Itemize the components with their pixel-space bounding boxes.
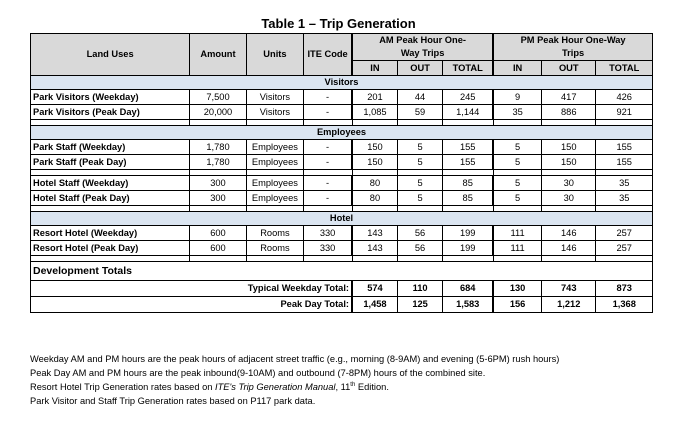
pm-out-cell: 417: [542, 90, 596, 105]
amount-cell: 600: [190, 226, 246, 241]
pm-in-cell: 35: [493, 105, 541, 120]
am-in-cell: 150: [352, 155, 397, 170]
table-row: [31, 140, 653, 155]
total-am-total: 684: [443, 281, 493, 297]
units-cell: Rooms: [246, 226, 303, 241]
amount-cell: 7,500: [190, 90, 246, 105]
amount-cell: 600: [190, 241, 246, 256]
table-row: [31, 155, 653, 170]
land-use-cell: Park Visitors (Weekday): [31, 90, 190, 105]
header-am-total: TOTAL: [443, 61, 493, 76]
am-total-cell: 245: [443, 90, 493, 105]
land-use-cell: Resort Hotel (Weekday): [31, 226, 190, 241]
units-cell: Visitors: [246, 90, 303, 105]
units-cell: Visitors: [246, 105, 303, 120]
table-notes: [30, 352, 559, 408]
am-out-cell: 44: [397, 90, 442, 105]
am-total-cell: 85: [443, 191, 493, 206]
table-row: [31, 105, 653, 120]
note-weekday: Weekday AM and PM hours are the peak hours of adjacent street traffic (e.g., morning (8-9AM) and evening (5-6PM) rush hours): [30, 354, 560, 364]
am-in-cell: 80: [352, 176, 397, 191]
ite-code-cell: -: [304, 155, 352, 170]
table-row: [31, 191, 653, 206]
am-in-cell: 1,085: [352, 105, 397, 120]
amount-cell: 1,780: [190, 155, 246, 170]
am-out-cell: 56: [397, 226, 442, 241]
pm-in-cell: 5: [493, 155, 541, 170]
total-am-in: 574: [352, 281, 397, 297]
total-pm-total: 1,368: [596, 297, 653, 313]
am-in-cell: 201: [352, 90, 397, 105]
total-am-out: 110: [397, 281, 442, 297]
ite-code-cell: -: [304, 191, 352, 206]
pm-out-cell: 150: [542, 155, 596, 170]
land-use-cell: Hotel Staff (Weekday): [31, 176, 190, 191]
ite-code-cell: -: [304, 176, 352, 191]
header-am-out: OUT: [397, 61, 442, 76]
note-hotel-rates-text: Resort Hotel Trip Generation rates based on: [30, 382, 216, 392]
amount-cell: 1,780: [190, 140, 246, 155]
am-out-cell: 56: [397, 241, 442, 256]
units-cell: Employees: [246, 176, 303, 191]
note-hotel-rates-source: ITE's Trip Generation Manual: [215, 382, 336, 392]
section-row: [31, 76, 653, 90]
trip-generation-table: [30, 33, 653, 313]
header-pm-peak: PM Peak Hour One-Way Trips: [493, 34, 652, 61]
pm-total-cell: 155: [596, 155, 653, 170]
section-header: Hotel: [31, 212, 653, 226]
pm-in-cell: 5: [493, 176, 541, 191]
am-total-cell: 155: [443, 140, 493, 155]
am-total-cell: 199: [443, 241, 493, 256]
amount-cell: 300: [190, 191, 246, 206]
total-row: [31, 297, 653, 313]
note-park-rates: Park Visitor and Staff Trip Generation rates based on P117 park data.: [30, 396, 316, 406]
pm-total-cell: 921: [596, 105, 653, 120]
pm-in-cell: 5: [493, 191, 541, 206]
pm-in-cell: 9: [493, 90, 541, 105]
am-out-cell: 5: [397, 191, 442, 206]
am-in-cell: 143: [352, 226, 397, 241]
dev-totals-row: [31, 262, 653, 281]
am-out-cell: 59: [397, 105, 442, 120]
total-am-out: 125: [397, 297, 442, 313]
total-label: Typical Weekday Total:: [31, 281, 353, 297]
total-pm-in: 130: [493, 281, 541, 297]
header-pm-out: OUT: [542, 61, 596, 76]
units-cell: Employees: [246, 140, 303, 155]
land-use-cell: Park Staff (Peak Day): [31, 155, 190, 170]
note-hotel-rates-end: Edition.: [355, 382, 389, 392]
land-use-cell: Resort Hotel (Peak Day): [31, 241, 190, 256]
total-am-total: 1,583: [443, 297, 493, 313]
ite-code-cell: 330: [304, 226, 352, 241]
table-row: [31, 226, 653, 241]
pm-out-cell: 146: [542, 241, 596, 256]
pm-total-cell: 35: [596, 176, 653, 191]
pm-in-cell: 5: [493, 140, 541, 155]
header-units: Units: [246, 34, 303, 76]
table-title: Table 1 – Trip Generation: [261, 16, 416, 31]
total-pm-total: 873: [596, 281, 653, 297]
pm-out-cell: 30: [542, 176, 596, 191]
am-out-cell: 5: [397, 176, 442, 191]
total-pm-in: 156: [493, 297, 541, 313]
header-amount: Amount: [190, 34, 246, 76]
pm-total-cell: 426: [596, 90, 653, 105]
am-in-cell: 80: [352, 191, 397, 206]
total-pm-out: 743: [542, 281, 596, 297]
ite-code-cell: 330: [304, 241, 352, 256]
total-pm-out: 1,212: [542, 297, 596, 313]
amount-cell: 300: [190, 176, 246, 191]
section-header: Employees: [31, 126, 653, 140]
note-hotel-rates-edition: , 11: [335, 382, 351, 392]
table-row: [31, 241, 653, 256]
header-am-peak: AM Peak Hour One-Way Trips: [352, 34, 493, 61]
am-out-cell: 5: [397, 140, 442, 155]
header-pm-in: IN: [493, 61, 541, 76]
section-row: [31, 126, 653, 140]
total-am-in: 1,458: [352, 297, 397, 313]
ite-code-cell: -: [304, 105, 352, 120]
note-hotel-rates-sup: th: [350, 381, 356, 388]
dev-totals-label: Development Totals: [31, 262, 653, 281]
units-cell: Rooms: [246, 241, 303, 256]
pm-in-cell: 111: [493, 226, 541, 241]
am-in-cell: 150: [352, 140, 397, 155]
table-body: [31, 76, 653, 313]
am-out-cell: 5: [397, 155, 442, 170]
pm-out-cell: 886: [542, 105, 596, 120]
am-total-cell: 155: [443, 155, 493, 170]
am-total-cell: 199: [443, 226, 493, 241]
header-land-uses: Land Uses: [31, 34, 190, 76]
table-row: [31, 90, 653, 105]
land-use-cell: Park Staff (Weekday): [31, 140, 190, 155]
note-peak-day: Peak Day AM and PM hours are the peak inbound(9-10AM) and outbound (7-8PM) hours of the combined site.: [30, 368, 486, 378]
pm-total-cell: 257: [596, 241, 653, 256]
am-total-cell: 85: [443, 176, 493, 191]
pm-out-cell: 30: [542, 191, 596, 206]
section-header: Visitors: [31, 76, 653, 90]
pm-total-cell: 257: [596, 226, 653, 241]
section-row: [31, 212, 653, 226]
note-hotel-rates: [30, 380, 559, 394]
pm-out-cell: 150: [542, 140, 596, 155]
header-ite-code: ITE Code: [304, 34, 352, 76]
amount-cell: 20,000: [190, 105, 246, 120]
pm-in-cell: 111: [493, 241, 541, 256]
units-cell: Employees: [246, 155, 303, 170]
total-row: [31, 281, 653, 297]
units-cell: Employees: [246, 191, 303, 206]
land-use-cell: Hotel Staff (Peak Day): [31, 191, 190, 206]
ite-code-cell: -: [304, 90, 352, 105]
header-pm-total: TOTAL: [596, 61, 653, 76]
ite-code-cell: -: [304, 140, 352, 155]
pm-out-cell: 146: [542, 226, 596, 241]
total-label: Peak Day Total:: [31, 297, 353, 313]
table-row: [31, 176, 653, 191]
header-am-in: IN: [352, 61, 397, 76]
am-in-cell: 143: [352, 241, 397, 256]
pm-total-cell: 155: [596, 140, 653, 155]
land-use-cell: Park Visitors (Peak Day): [31, 105, 190, 120]
am-total-cell: 1,144: [443, 105, 493, 120]
pm-total-cell: 35: [596, 191, 653, 206]
